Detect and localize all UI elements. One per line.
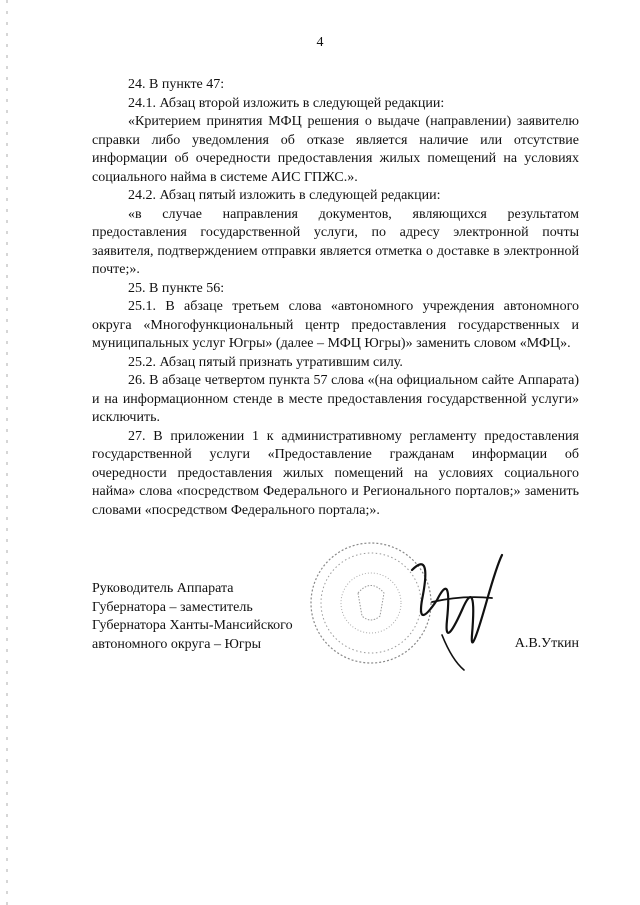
scan-edge-artifact: [6, 0, 8, 905]
paragraph-24-1-text: «Критерием принятия МФЦ решения о выдаче (направлении) заявителю справки либо уведомления об отказе является наличие или отсутствие информации об очередности предоставления жилых помещений на условиях социального найма в системе АИС ГПЖС.».: [92, 114, 579, 185]
paragraph-24-2: 24.2. Абзац пятый изложить в следующей редакции:: [128, 188, 441, 203]
signatory-title-line: автономного округа – Югры: [92, 636, 261, 652]
signature-block: [92, 580, 579, 700]
signatory-title-line: Губернатора – заместитель: [92, 599, 253, 615]
paragraph-25-1: 25.1. В абзаце третьем слова «автономного учреждения автономного округа «Многофункциональный центр предоставления государственных и муниципальных услуг Югры» (далее – МФЦ Югры)» заменить словом «МФЦ».: [92, 299, 579, 351]
signatory-name: А.В.Уткин: [514, 636, 579, 651]
signatory-title-line: Руководитель Аппарата: [92, 581, 234, 596]
paragraph-24: 24. В пункте 47:: [128, 77, 225, 92]
signatory-title: [92, 580, 293, 654]
page-number: 4: [316, 35, 324, 50]
paragraph-26: 26. В абзаце четвертом пункта 57 слова «(на официальном сайте Аппарата) и на информационном стенде в месте предоставления государственной услуги» исключить.: [92, 373, 579, 425]
signatory-title-line: Губернатора Ханты-Мансийского: [92, 618, 293, 633]
handwritten-signature-icon: [392, 540, 512, 680]
paragraph-27: 27. В приложении 1 к административному регламенту предоставления государственной услуги «Предоставление гражданам информации об очередности предоставления жилых помещений на условиях социального найма» слова «посредством Федерального и Регионального порталов;» заменить словами «посредством Федерального портала;».: [92, 428, 579, 518]
paragraph-25-2: 25.2. Абзац пятый признать утратившим силу.: [128, 354, 403, 370]
document-body: [92, 76, 579, 520]
paragraph-24-2-text: «в случае направления документов, являющихся результатом предоставления государственной услуги, по адресу электронной почты заявителя, подтверждением отправки является отметка о доставке в электронной почте;».: [92, 206, 579, 277]
paragraph-25: 25. В пункте 56:: [128, 280, 225, 296]
paragraph-24-1: 24.1. Абзац второй изложить в следующей редакции:: [128, 95, 445, 111]
